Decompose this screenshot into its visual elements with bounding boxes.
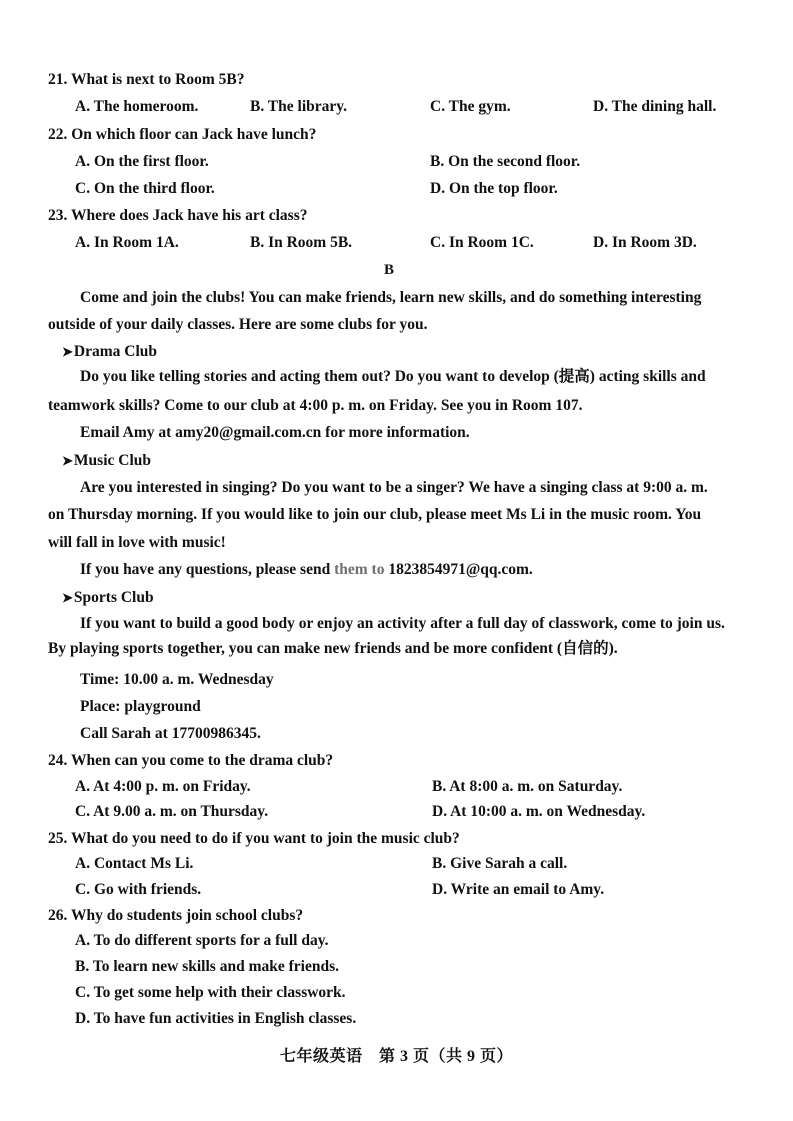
sports-time: Time: 10.00 a. m. Wednesday	[80, 671, 274, 688]
question-21-option-b: B. The library.	[250, 98, 348, 115]
music-line-4-faded-text: them to	[334, 561, 389, 578]
question-26-option-c: C. To get some help with their classwork.	[75, 984, 346, 1001]
sports-club-title: Sports Club	[73, 589, 154, 606]
sports-line-1: If you want to build a good body or enjoy an activity after a full day of classwork, come to join us.	[80, 615, 725, 632]
drama-club-title: Drama Club	[73, 343, 158, 360]
question-24-option-d: D. At 10:00 a. m. on Wednesday.	[432, 803, 646, 820]
music-club-heading	[62, 451, 151, 471]
question-21-option-a: A. The homeroom.	[75, 98, 199, 115]
question-25-option-d: D. Write an email to Amy.	[432, 881, 605, 898]
question-24-option-b: B. At 8:00 a. m. on Saturday.	[432, 778, 623, 795]
question-26-option-b: B. To learn new skills and make friends.	[75, 958, 339, 975]
sports-club-heading	[62, 588, 154, 608]
question-23-option-b: B. In Room 5B.	[250, 234, 353, 251]
music-line-4-text: If you have any questions, please send	[80, 561, 335, 578]
music-line-1: Are you interested in singing? Do you want to be a singer? We have a singing class at 9:00 a. m.	[80, 479, 708, 496]
question-25-option-c: C. Go with friends.	[75, 881, 202, 898]
question-23-option-c: C. In Room 1C.	[430, 234, 534, 251]
question-26-option-a: A. To do different sports for a full day.	[75, 932, 329, 949]
question-22-option-b: B. On the second floor.	[430, 153, 581, 170]
question-23-option-a: A. In Room 1A.	[75, 234, 179, 251]
question-21-option-c: C. The gym.	[430, 98, 511, 115]
question-23-stem: 23. Where does Jack have his art class?	[48, 207, 308, 224]
question-26-option-d: D. To have fun activities in English classes.	[75, 1010, 357, 1027]
question-25-option-a: A. Contact Ms Li.	[75, 855, 194, 872]
intro-line-1: Come and join the clubs! You can make friends, learn new skills, and do something interesting	[80, 289, 702, 306]
question-26-stem: 26. Why do students join school clubs?	[48, 907, 304, 924]
music-email: 1823854971@qq.com.	[388, 561, 533, 578]
question-24-option-a: A. At 4:00 p. m. on Friday.	[75, 778, 251, 795]
drama-line-2: teamwork skills? Come to our club at 4:00 p. m. on Friday. See you in Room 107.	[48, 397, 583, 414]
question-25-option-b: B. Give Sarah a call.	[432, 855, 568, 872]
question-23-option-d: D. In Room 3D.	[593, 234, 697, 251]
bullet-arrow-icon: ➤	[62, 590, 73, 605]
bullet-arrow-icon: ➤	[62, 344, 73, 359]
intro-line-2: outside of your daily classes. Here are some clubs for you.	[48, 316, 428, 333]
question-24-option-c: C. At 9.00 a. m. on Thursday.	[75, 803, 269, 820]
sports-line-2: By playing sports together, you can make new friends and be more confident (自信的).	[48, 640, 618, 657]
music-club-title: Music Club	[73, 452, 151, 469]
section-b-heading: B	[384, 262, 395, 278]
question-24-stem: 24. When can you come to the drama club?	[48, 752, 334, 769]
question-21-stem: 21. What is next to Room 5B?	[48, 71, 245, 88]
question-22-option-a: A. On the first floor.	[75, 153, 209, 170]
drama-club-heading	[62, 342, 157, 362]
sports-call: Call Sarah at 17700986345.	[80, 725, 261, 742]
drama-line-1: Do you like telling stories and acting them out? Do you want to develop (提高) acting skills and	[80, 368, 706, 385]
page-footer: 七年级英语 第 3 页（共 9 页）	[279, 1048, 513, 1065]
music-line-3: will fall in love with music!	[48, 534, 226, 551]
music-line-2: on Thursday morning. If you would like to join our club, please meet Ms Li in the music room. You	[48, 506, 702, 523]
bullet-arrow-icon: ➤	[62, 453, 73, 468]
question-22-stem: 22. On which floor can Jack have lunch?	[48, 126, 317, 143]
question-22-option-d: D. On the top floor.	[430, 180, 558, 197]
question-21-option-d: D. The dining hall.	[593, 98, 717, 115]
drama-line-3: Email Amy at amy20@gmail.com.cn for more information.	[80, 424, 470, 441]
question-25-stem: 25. What do you need to do if you want to join the music club?	[48, 830, 460, 847]
question-22-option-c: C. On the third floor.	[75, 180, 215, 197]
music-line-4	[80, 560, 533, 580]
sports-place: Place: playground	[80, 698, 201, 715]
